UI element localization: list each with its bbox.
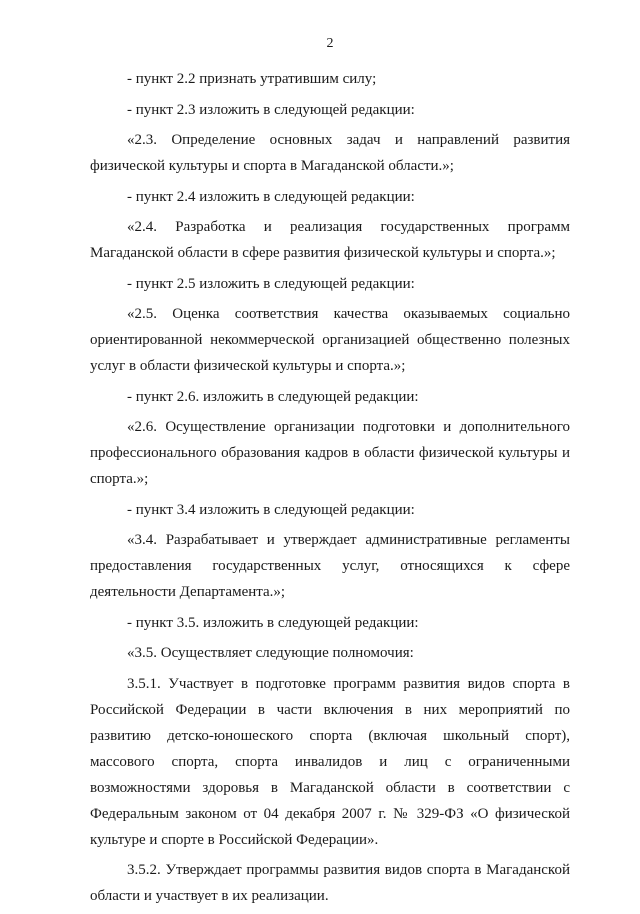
page-number: 2 bbox=[326, 36, 334, 51]
paragraph-6: - пункт 2.5 изложить в следующей редакции: bbox=[127, 275, 415, 292]
paragraph-5: «2.4. Разработка и реализация государственных программ Магаданской области в сфере развития физической культуры и спорта.»; bbox=[90, 219, 570, 261]
paragraph-10: - пункт 3.4 изложить в следующей редакции: bbox=[127, 501, 415, 518]
paragraph-1: - пункт 2.2 признать утратившим силу; bbox=[127, 71, 377, 87]
paragraph-15: 3.5.2. Утверждает программы развития видов спорта в Магаданской области и участвует в их реализации. bbox=[90, 862, 570, 904]
paragraph-14: 3.5.1. Участвует в подготовке программ развития видов спорта в Российской Федерации в части включения в них мероприятий по развитию детско-юношеского спорта (включая школьный спорт), массового спорта, спорта инвалидов и лиц с ограниченными возможностями здоровья в Магаданской области в соответствии с Федеральным законом от 04 декабря 2007 г. № 329-ФЗ «О физической культуре и спорте в Российской Федерации». bbox=[90, 675, 570, 848]
paragraph-12: - пункт 3.5. изложить в следующей редакции: bbox=[127, 614, 419, 631]
paragraph-2: - пункт 2.3 изложить в следующей редакции: bbox=[127, 101, 415, 118]
paragraph-7: «2.5. Оценка соответствия качества оказываемых социально ориентированной некоммерческой организацией общественно полезных услуг в области физической культуры и спорта.»; bbox=[90, 306, 570, 374]
paragraph-11: «3.4. Разрабатывает и утверждает административные регламенты предоставления государственных услуг, относящихся к сфере деятельности Департамента.»; bbox=[90, 532, 570, 600]
paragraph-3: «2.3. Определение основных задач и направлений развития физической культуры и спорта в Магаданской области.»; bbox=[90, 132, 570, 174]
paragraph-9: «2.6. Осуществление организации подготовки и дополнительного профессионального образования кадров в области физической культуры и спорта.»; bbox=[90, 419, 570, 487]
paragraph-8: - пункт 2.6. изложить в следующей редакции: bbox=[127, 388, 419, 405]
document-page bbox=[90, 34, 570, 914]
paragraph-13: «3.5. Осуществляет следующие полномочия: bbox=[127, 645, 414, 661]
paragraph-4: - пункт 2.4 изложить в следующей редакции: bbox=[127, 188, 415, 205]
